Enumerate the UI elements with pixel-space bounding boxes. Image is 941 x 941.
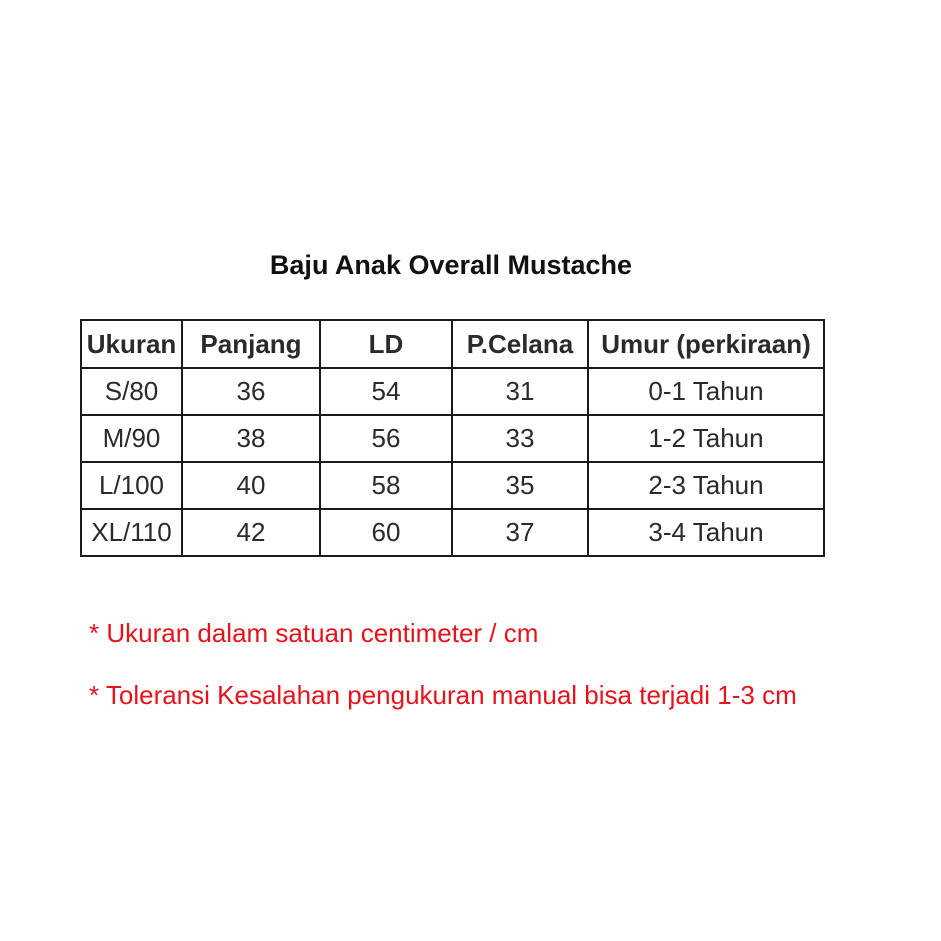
header-umur: Umur (perkiraan) [588,320,824,368]
cell-ld: 54 [320,368,452,415]
note-tolerance: * Toleransi Kesalahan pengukuran manual bisa terjadi 1-3 cm [89,680,797,710]
cell-umur: 2-3 Tahun [588,462,824,509]
cell-p-celana: 33 [452,415,588,462]
cell-umur: 0-1 Tahun [588,368,824,415]
header-ukuran: Ukuran [81,320,182,368]
cell-p-celana: 35 [452,462,588,509]
cell-panjang: 42 [182,509,320,556]
header-ld: LD [320,320,452,368]
cell-panjang: 38 [182,415,320,462]
cell-p-celana: 37 [452,509,588,556]
cell-ukuran: M/90 [81,415,182,462]
cell-ukuran: L/100 [81,462,182,509]
table-header-row [81,320,824,368]
cell-panjang: 40 [182,462,320,509]
header-panjang: Panjang [182,320,320,368]
table-row [81,415,824,462]
cell-ld: 58 [320,462,452,509]
size-chart-table [80,319,825,557]
header-p-celana: P.Celana [452,320,588,368]
cell-umur: 3-4 Tahun [588,509,824,556]
note-unit: * Ukuran dalam satuan centimeter / cm [89,618,539,648]
cell-ukuran: S/80 [81,368,182,415]
table-row [81,462,824,509]
cell-umur: 1-2 Tahun [588,415,824,462]
table-row [81,509,824,556]
cell-p-celana: 31 [452,368,588,415]
cell-ld: 60 [320,509,452,556]
cell-panjang: 36 [182,368,320,415]
cell-ukuran: XL/110 [81,509,182,556]
page-title: Baju Anak Overall Mustache [269,250,633,280]
table-row [81,368,824,415]
cell-ld: 56 [320,415,452,462]
